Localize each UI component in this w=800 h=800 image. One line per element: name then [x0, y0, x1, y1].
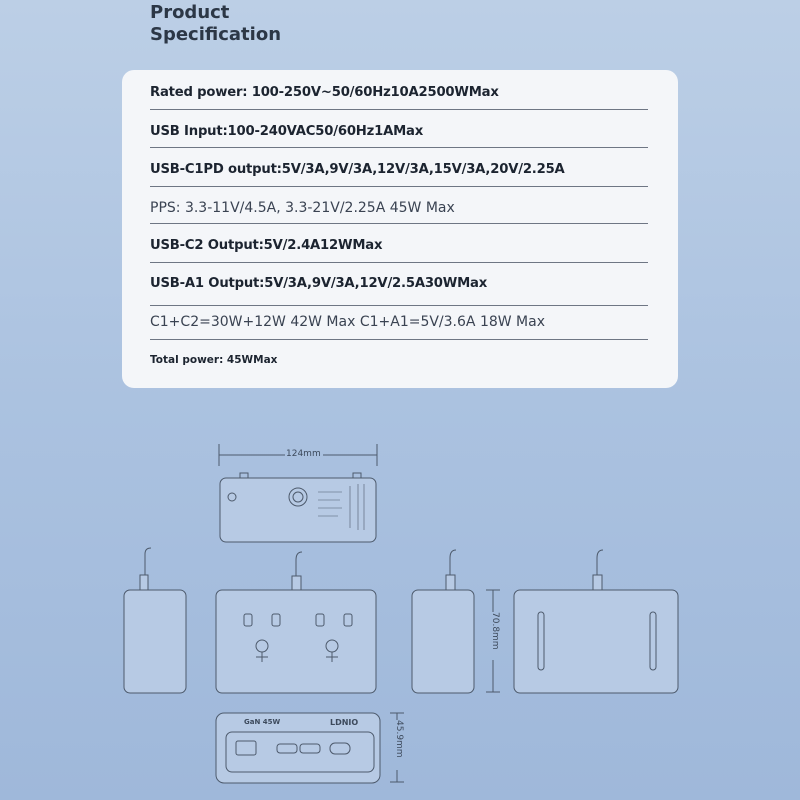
spec-row-rated-power: Rated power: 100-250V~50/60Hz10A2500WMax: [150, 85, 499, 100]
height-dimension-label: 70.8mm: [490, 612, 500, 650]
spec-row-usb-c2: USB-C2 Output:5V/2.4A12WMax: [150, 238, 383, 253]
gan-label: GaN 45W: [244, 718, 281, 726]
left-side-outline: [124, 590, 186, 693]
brand-logo-text: LDNIO: [330, 718, 359, 727]
spec-row-pps: PPS: 3.3-11V/4.5A, 3.3-21V/2.25A 45W Max: [150, 200, 455, 216]
title-line-2: Specification: [150, 24, 282, 45]
right-side-outline: [412, 590, 474, 693]
depth-dimension-label: 45.9mm: [394, 720, 404, 758]
spec-row-usb-c1: USB-C1PD output:5V/3A,9V/3A,12V/3A,15V/3A,20V/2.25A: [150, 162, 565, 177]
spec-row-total-power: Total power: 45WMax: [150, 354, 278, 366]
spec-row-usb-input: USB Input:100-240VAC50/60Hz1AMax: [150, 124, 424, 139]
spec-row-usb-a1: USB-A1 Output:5V/3A,9V/3A,12V/2.5A30WMax: [150, 276, 488, 291]
title-line-1: Product: [150, 2, 230, 23]
width-dimension-label: 124mm: [286, 449, 321, 459]
back-view-outline: [514, 590, 678, 693]
front-view-outline: [216, 590, 376, 693]
spec-row-combined: C1+C2=30W+12W 42W Max C1+A1=5V/3.6A 18W Max: [150, 314, 545, 330]
